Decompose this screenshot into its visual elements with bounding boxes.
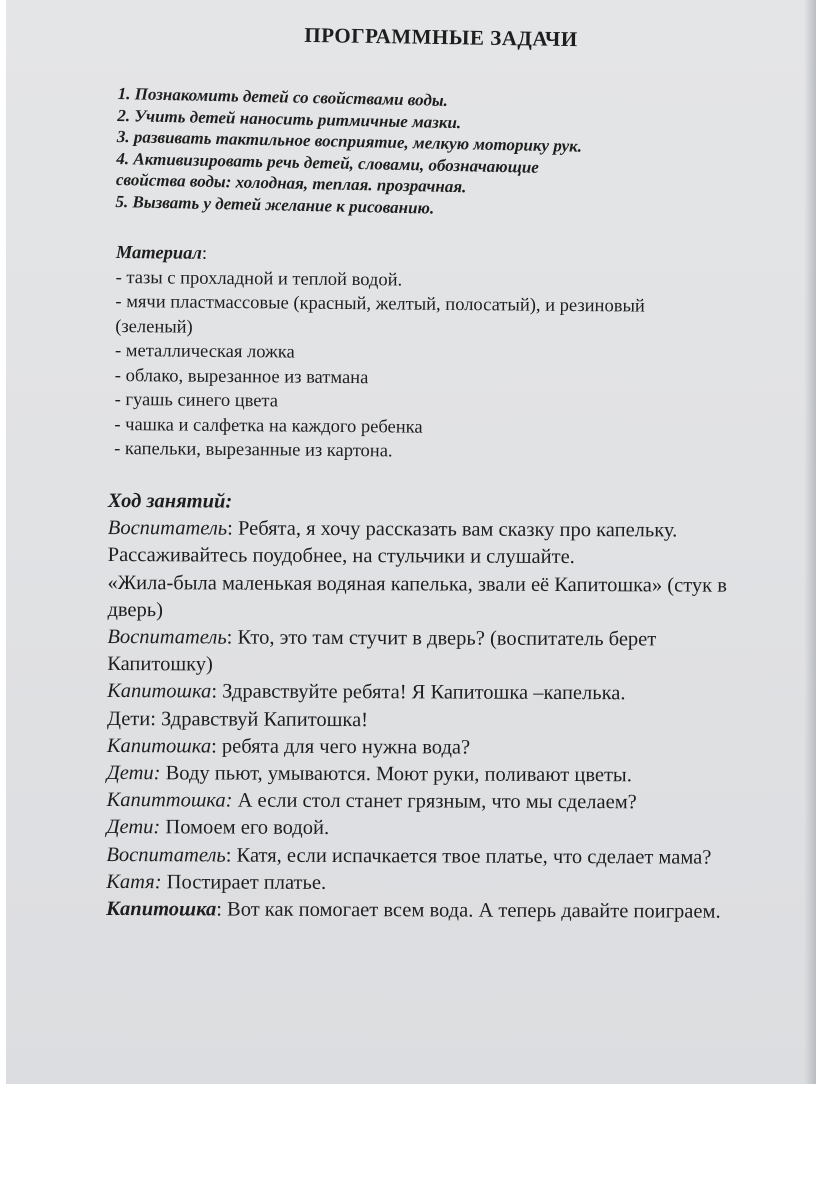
dialogue-line — [106, 896, 746, 926]
task-item: свойства воды: холодная, теплая. прозрачная. — [115, 169, 467, 197]
dialogue-line — [107, 678, 747, 708]
course-section — [106, 488, 748, 926]
speaker-name: Дети: — [106, 816, 161, 839]
material-header-suffix: : — [201, 243, 208, 264]
dialogue-line — [108, 515, 748, 572]
material-header: Материал — [115, 242, 203, 264]
task-item: 3. развивать тактильное восприятие, мелкую моторику рук. — [116, 126, 583, 156]
speaker-name: Капитошка — [107, 680, 212, 703]
speaker-name: Дети: — [106, 762, 161, 785]
line-text: Ребята, я хочу рассказать вам сказку про капельку. Рассаживайтесь поудобнее, на стульчики и слушайте. — [107, 517, 678, 569]
dialogue-lines — [106, 515, 748, 926]
speaker-separator: : — [211, 735, 222, 758]
dialogue-line — [107, 787, 747, 817]
material-item: - облако, вырезанное из ватмана — [114, 365, 369, 388]
material-item: (зеленый) — [115, 316, 193, 338]
line-text: Постирает платье. — [166, 871, 327, 894]
line-text: «Жила-была маленькая водяная капелька, звали её Капитошка» (стук в дверь) — [107, 571, 727, 622]
task-item: 1. Познакомить детей со свойствами воды. — [117, 83, 449, 110]
material-item: - капельки, вырезанные из картона. — [114, 438, 393, 462]
line-text: Дети: Здравствуй Капитошка! — [106, 707, 369, 731]
material-item: - металлическая ложка — [114, 340, 295, 363]
material-section — [114, 241, 776, 467]
line-text: Вот как помогает всем вода. А теперь давайте поиграем. — [227, 898, 721, 923]
line-text: ребята для чего нужна вода? — [221, 735, 471, 759]
task-item: 4. Активизировать речь детей, словами, обозначающие — [116, 148, 540, 177]
task-item: 5. Вызвать у детей желание к рисованию. — [115, 191, 435, 218]
speaker-name: Капиттошка: — [106, 789, 233, 812]
speaker-separator: : — [226, 626, 238, 649]
speaker-separator: : — [225, 844, 237, 867]
line-text: А если стол станет грязным, что мы сделаем? — [237, 789, 637, 814]
dialogue-line — [107, 624, 747, 681]
speaker-name: Катя: — [106, 870, 162, 894]
tasks-list — [115, 83, 758, 225]
dialogue-line — [106, 842, 746, 872]
line-text: Воду пьют, умываются. Моют руки, поливают цветы. — [165, 762, 632, 787]
speaker-separator: : — [211, 680, 223, 703]
dialogue-line — [107, 706, 747, 736]
task-item: 2. Учить детей наносить ритмичные мазки. — [117, 105, 462, 132]
material-item: - мячи пластмассовые (красный, желтый, полосатый), и резиновый — [115, 291, 645, 317]
speaker-name: Капитошка — [106, 898, 217, 921]
document-photo — [6, 0, 816, 1084]
dialogue-line — [106, 814, 746, 844]
dialogue-line — [106, 869, 746, 899]
material-item: - чашка и салфетка на каждого ребенка — [114, 414, 423, 438]
line-text: Кто, это там стучит в дверь? (воспитатель берет Капитошку) — [107, 626, 657, 676]
document-page — [6, 0, 816, 1084]
material-item: - гуашь синего цвета — [114, 389, 279, 412]
speaker-separator: : — [227, 517, 239, 540]
material-item: - тазы с прохладной и теплой водой. — [115, 267, 403, 290]
speaker-name: Воспитатель — [107, 517, 228, 540]
speaker-name: Воспитатель — [107, 626, 227, 649]
dialogue-line — [107, 733, 747, 763]
course-header: Ход занятий: — [107, 489, 233, 513]
dialogue-line — [107, 760, 747, 790]
line-text: Здравствуйте ребята! Я Капитошка –капелька. — [222, 680, 626, 705]
page-title: ПРОГРАММНЫЕ ЗАДАЧИ — [304, 22, 578, 52]
line-text: Катя, если испачкается твое платье, что сделает мама? — [236, 844, 712, 869]
speaker-name: Капитошка — [106, 734, 212, 758]
speaker-separator: : — [216, 898, 228, 921]
speaker-name: Воспитатель — [106, 843, 226, 867]
line-text: Помоем его водой. — [165, 816, 330, 840]
dialogue-line — [107, 570, 747, 627]
